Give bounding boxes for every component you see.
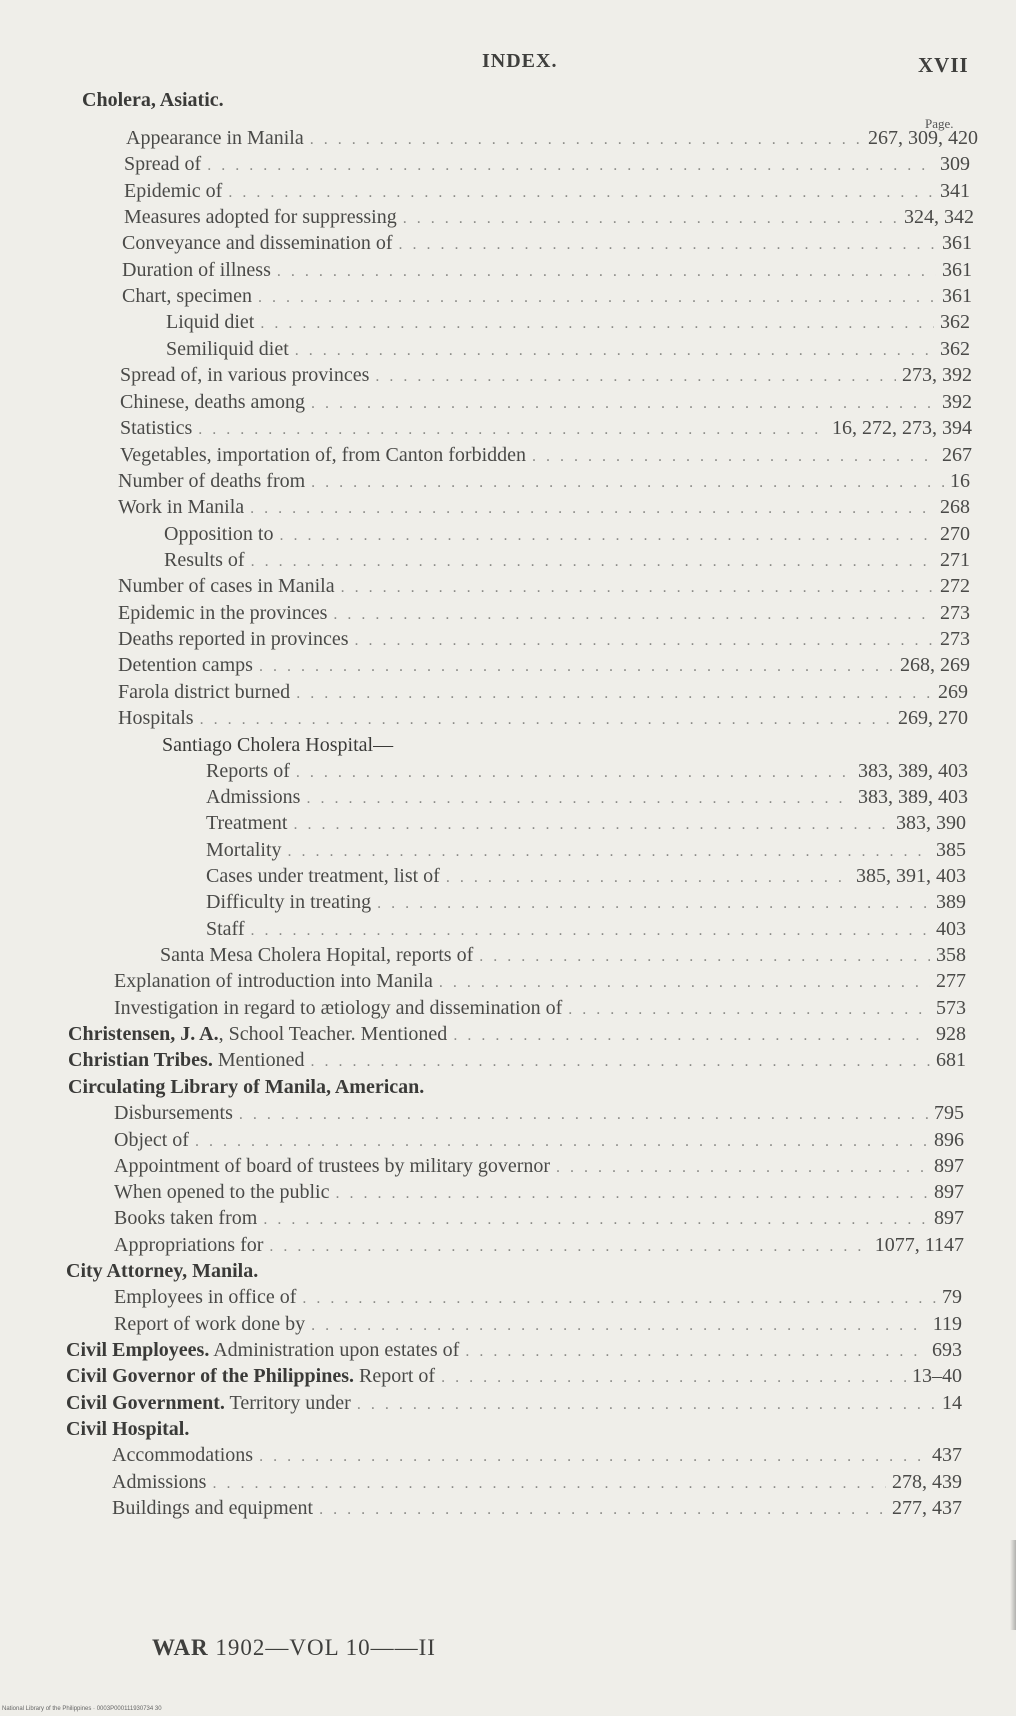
index-entry-label [114, 967, 433, 995]
dot-leader [293, 811, 890, 839]
index-entry-text: Administration upon estates of [209, 1339, 460, 1361]
index-entry-pages: 277, 437 [892, 1497, 962, 1519]
index-entry-label [66, 1362, 435, 1390]
index-entry-pages: 897 [934, 1207, 964, 1229]
index-entry-label [68, 1020, 447, 1048]
index-entry-text: Books taken from [114, 1207, 258, 1229]
index-entry-text: Detention camps [118, 654, 253, 676]
index-entry-pages: 795 [934, 1102, 964, 1124]
index-heading: Cholera, Asiatic. [82, 89, 224, 111]
index-entry-pages: 437 [932, 1444, 962, 1466]
index-entry [118, 493, 970, 521]
index-entry-label [114, 1310, 305, 1338]
index-entry-text: Spread of, in various provinces [120, 364, 370, 386]
dot-leader [259, 1443, 926, 1471]
index-entry-pages: 13–40 [912, 1365, 962, 1387]
index-entry-pages: 278, 439 [892, 1471, 962, 1493]
index-entry-label [122, 229, 393, 257]
index-entry [164, 520, 970, 548]
index-entry-bold-term: Christian Tribes. [68, 1049, 213, 1071]
index-entry-label [120, 361, 369, 389]
index-entry-pages: 273, 392 [902, 364, 972, 386]
index-entry-label [122, 282, 252, 310]
index-entry-text: Cases under treatment, list of [206, 865, 440, 887]
index-entry [206, 809, 966, 837]
index-heading: Civil Hospital. [66, 1418, 190, 1440]
index-entry-label [112, 1441, 253, 1469]
index-entry [114, 1310, 962, 1338]
index-entry-pages: 14 [942, 1392, 962, 1414]
index-entry-text: Vegetables, importation of, from Canton forbidden [120, 444, 527, 466]
index-entry-pages: 273 [940, 628, 970, 650]
index-entry [114, 994, 966, 1022]
index-entry-pages: 392 [942, 391, 972, 413]
dot-leader [319, 1496, 886, 1524]
index-entry-label [114, 1152, 550, 1180]
index-entry [112, 1441, 962, 1469]
index-entry-text: Mentioned [212, 1049, 305, 1071]
index-entry-pages: 267, 309, 420 [868, 127, 978, 149]
index-entry-pages: 573 [936, 997, 966, 1019]
index-entry-label [118, 625, 348, 653]
index-entry-pages: 389 [936, 891, 966, 913]
index-entry-text: Appearance in Manila [126, 127, 304, 149]
index-entry-label [206, 915, 245, 943]
index-entry [114, 1178, 964, 1206]
index-entry-pages: 269, 270 [898, 707, 968, 729]
index-entry-label [122, 256, 271, 284]
index-entry-label [118, 467, 305, 495]
dot-leader [357, 1391, 936, 1419]
index-entry-text: Measures adopted for suppressing [124, 206, 397, 228]
index-entry [112, 1468, 962, 1496]
index-entry [206, 915, 966, 943]
index-entry-text: Number of cases in Manila [118, 575, 335, 597]
index-entry-pages: 385 [936, 839, 966, 861]
index-entry-text: Number of deaths from [118, 470, 306, 492]
dot-leader [269, 1233, 868, 1261]
index-entry [114, 1204, 964, 1232]
index-entry-text: Staff [206, 918, 245, 940]
index-entry-text: Epidemic of [124, 180, 223, 202]
index-entry-text: Farola district burned [118, 681, 291, 703]
index-entry-pages: 693 [932, 1339, 962, 1361]
index-entry-label [114, 1126, 189, 1154]
index-entry [66, 1389, 962, 1417]
index-entry-text: Chart, specimen [122, 285, 252, 307]
index-entry-text: Work in Manila [118, 496, 245, 518]
index-entry-text: Epidemic in the provinces [118, 602, 328, 624]
index-entry [66, 1336, 962, 1364]
index-entry-label [112, 1494, 313, 1522]
index-entry [122, 282, 972, 310]
index-entry-text: Hospitals [118, 707, 194, 729]
index-entry-text: Mortality [206, 839, 282, 861]
index-entry-pages: 277 [936, 970, 966, 992]
index-entry [160, 941, 966, 969]
index-entry-label [164, 546, 245, 574]
index-entry [68, 1020, 966, 1048]
dot-leader [377, 890, 930, 918]
index-entry-pages: 273 [940, 602, 970, 624]
dot-leader [207, 152, 934, 180]
index-entry-text: Difficulty in treating [206, 891, 372, 913]
index-entry-label [166, 335, 289, 363]
index-entry [166, 335, 970, 363]
index-entry-pages: 271 [940, 549, 970, 571]
dot-leader [375, 363, 896, 391]
index-entry [118, 651, 970, 679]
index-entry [114, 1099, 964, 1127]
index-entry-label [118, 599, 327, 627]
index-entry [114, 1283, 962, 1311]
page-number-roman: XVII [918, 53, 969, 77]
index-entry [112, 1494, 962, 1522]
index-entry-pages: 16 [950, 470, 970, 492]
index-entry [124, 177, 970, 205]
index-entry-pages: 16, 272, 273, 394 [832, 417, 972, 439]
index-entry-label [160, 941, 473, 969]
index-entry [126, 124, 978, 152]
index-entry [206, 888, 966, 916]
index-entry-pages: 362 [940, 338, 970, 360]
dot-leader [239, 1101, 928, 1129]
index-entry-text: Report of work done by [114, 1313, 306, 1335]
index-entry-text: Territory under [224, 1392, 351, 1414]
index-entry-label [118, 493, 244, 521]
index-entry-pages: 897 [934, 1155, 964, 1177]
index-entry-pages: 268, 269 [900, 654, 970, 676]
index-entry-pages: 272 [940, 575, 970, 597]
dot-leader [341, 574, 934, 602]
index-entry [166, 308, 970, 336]
index-entry [124, 150, 970, 178]
index-entry-label [114, 1204, 257, 1232]
index-heading: City Attorney, Manila. [66, 1260, 259, 1282]
index-entry-pages: 324, 342 [904, 206, 974, 228]
page-footer [152, 1635, 436, 1661]
index-entry-pages: 267 [942, 444, 972, 466]
index-entry-label [126, 124, 304, 152]
index-entry-text: Buildings and equipment [112, 1497, 314, 1519]
index-entry-label [114, 994, 562, 1022]
index-entry-pages: 358 [936, 944, 966, 966]
index-entry-label [164, 520, 273, 548]
index-entry-pages: 383, 389, 403 [858, 760, 968, 782]
index-entry [120, 441, 972, 469]
index-entry-pages: 361 [942, 285, 972, 307]
index-entry-text: Chinese, deaths among [120, 391, 305, 413]
index-entry-pages: 362 [940, 311, 970, 333]
index-entry [118, 599, 970, 627]
index-entry-text: Deaths reported in provinces [118, 628, 349, 650]
index-entry-label [112, 1468, 206, 1496]
index-entry-text: Disbursements [114, 1102, 233, 1124]
footer-prefix: WAR [152, 1635, 209, 1660]
index-entry-pages: 119 [932, 1313, 962, 1335]
index-entry-text: Investigation in regard to ætiology and dissemination of [114, 997, 563, 1019]
index-entry-pages: 681 [936, 1049, 966, 1071]
dot-leader [311, 1048, 931, 1076]
index-entry-text: Report of [353, 1365, 436, 1387]
index-entry-pages: 269 [938, 681, 968, 703]
dot-leader [441, 1364, 906, 1392]
index-entry-text: Admissions [206, 786, 301, 808]
index-entry-pages: 1077, 1147 [874, 1234, 964, 1256]
index-entry [118, 572, 970, 600]
page-header-title: INDEX. [482, 50, 558, 72]
dot-leader [260, 310, 934, 338]
index-entry-text: Treatment [206, 812, 288, 834]
footer-text: 1902—VOL 10——II [208, 1635, 436, 1660]
index-entry [206, 836, 966, 864]
index-entry-text: Object of [114, 1129, 189, 1151]
dot-leader [259, 653, 894, 681]
index-entry [114, 1126, 964, 1154]
index-entry-label [114, 1231, 263, 1259]
index-entry-label [124, 177, 222, 205]
index-entry-label [206, 783, 300, 811]
index-entry [114, 1152, 964, 1180]
index-entry-label [66, 1336, 459, 1364]
index-heading: Circulating Library of Manila, American. [68, 1076, 425, 1098]
index-entry-pages: 268 [940, 496, 970, 518]
index-entry-pages: 309 [940, 153, 970, 175]
index-entry-label [206, 836, 282, 864]
index-entry-pages: 897 [934, 1181, 964, 1203]
index-entry-text: Conveyance and dissemination of [122, 232, 393, 254]
index-entry [120, 414, 972, 442]
index-entry-text: Santa Mesa Cholera Hopital, reports of [160, 944, 474, 966]
index-entry-label [166, 308, 254, 336]
index-entry-text: Appropriations for [114, 1234, 264, 1256]
index-entry-text: Admissions [112, 1471, 207, 1493]
index-entry-text: When opened to the public [114, 1181, 330, 1203]
index-entry [124, 203, 974, 231]
index-entry [118, 625, 970, 653]
index-entry-text: Employees in office of [114, 1286, 297, 1308]
index-entry-pages: 403 [936, 918, 966, 940]
dot-leader [250, 495, 934, 523]
index-entry-pages: 79 [942, 1286, 962, 1308]
index-entry [206, 757, 968, 785]
index-entry [206, 862, 966, 890]
dot-leader [302, 1285, 936, 1313]
index-entry-label [206, 862, 440, 890]
index-entry [68, 1046, 966, 1074]
dot-leader [200, 706, 892, 734]
scan-edge-shadow [1010, 1540, 1016, 1630]
index-entry-label [68, 1046, 305, 1074]
index-entry-label [206, 888, 371, 916]
index-entry-label [120, 388, 305, 416]
index-entry-pages: 383, 390 [896, 812, 966, 834]
index-entry-text: Liquid diet [166, 311, 255, 333]
index-entry-pages: 928 [936, 1023, 966, 1045]
index-entry-text: , School Teacher. Mentioned [218, 1023, 448, 1045]
index-entry [120, 361, 972, 389]
index-entry [164, 546, 970, 574]
index-entry-text: Explanation of introduction into Manila [114, 970, 433, 992]
index-entry [118, 467, 970, 495]
index-entry [122, 229, 972, 257]
index-entry-label [120, 414, 192, 442]
index-entry-label [66, 1389, 351, 1417]
index-entry [114, 1231, 964, 1259]
index-entry-label [206, 757, 290, 785]
index-entry-bold-term: Civil Government. [66, 1392, 225, 1414]
index-entry-text: Duration of illness [122, 259, 271, 281]
index-entry-pages: 361 [942, 232, 972, 254]
index-entry [206, 783, 968, 811]
index-entry-pages: 896 [934, 1129, 964, 1151]
index-entry-label [124, 150, 201, 178]
dot-leader [263, 1206, 928, 1234]
index-entry-text: Appointment of board of trustees by military governor [114, 1155, 551, 1177]
index-entry-pages: 341 [940, 180, 970, 202]
index-subheading: Santiago Cholera Hospital— [162, 734, 394, 756]
dot-leader [439, 969, 930, 997]
index-entry [118, 678, 968, 706]
index-entry-label [118, 704, 194, 732]
index-entry-pages: 270 [940, 523, 970, 545]
index-entry-bold-term: Christensen, J. A. [68, 1023, 219, 1045]
index-entry-text: Semiliquid diet [166, 338, 289, 360]
index-entry [118, 704, 968, 732]
index-entry-bold-term: Civil Governor of the Philippines. [66, 1365, 354, 1387]
index-entry-label [118, 651, 253, 679]
dot-leader [399, 231, 937, 259]
page-column-label: Page. [925, 116, 954, 131]
index-entry-text: Spread of [124, 153, 202, 175]
index-entry [120, 388, 972, 416]
index-entry [114, 967, 966, 995]
index-entry [66, 1362, 962, 1390]
index-entry-label [206, 809, 287, 837]
index-entry-label [124, 203, 397, 231]
index-entry-bold-term: Civil Employees. [66, 1339, 210, 1361]
index-entry-text: Opposition to [164, 523, 274, 545]
index-entry-label [120, 441, 526, 469]
index-entry-label [114, 1283, 296, 1311]
index-entry-pages: 361 [942, 259, 972, 281]
index-entry-label [114, 1099, 233, 1127]
index-entry-text: Results of [164, 549, 245, 571]
scan-credit: National Library of the Philippines · 0003P000111930734 30 [2, 1706, 162, 1712]
index-entry-text: Reports of [206, 760, 290, 782]
index-entry-pages: 385, 391, 403 [856, 865, 966, 887]
index-entry-label [118, 572, 335, 600]
index-entry-text: Accommodations [112, 1444, 254, 1466]
index-entry [122, 256, 972, 284]
index-entry-label [118, 678, 290, 706]
index-entry-pages: 383, 389, 403 [858, 786, 968, 808]
dot-leader [198, 416, 826, 444]
index-entry-label [114, 1178, 330, 1206]
index-entry-text: Statistics [120, 417, 193, 439]
